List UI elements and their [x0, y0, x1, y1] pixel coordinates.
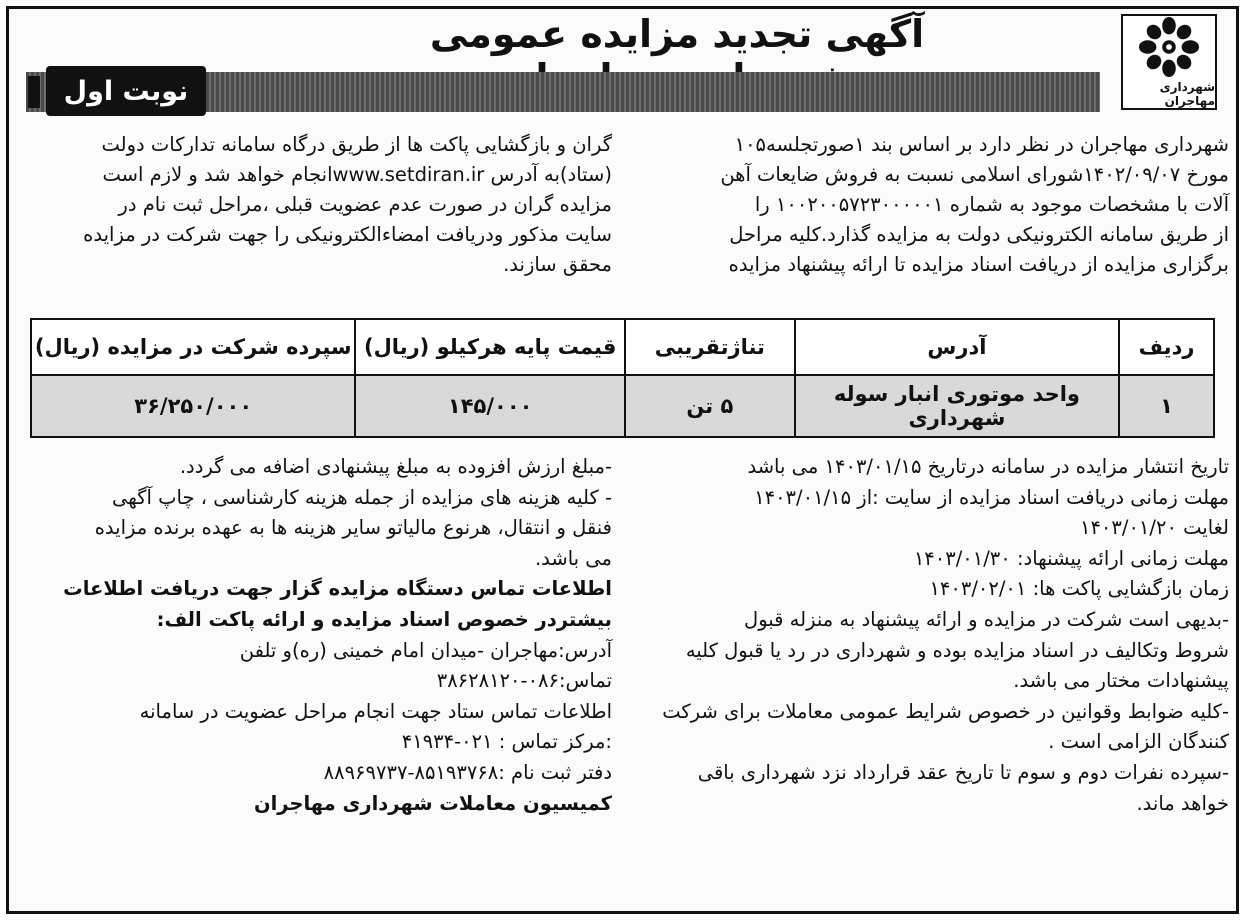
detail-line: -مبلغ ارزش افزوده به مبلغ پیشنهادی اضافه می گردد. — [179, 455, 612, 478]
intro-line: شهرداری مهاجران در نظر دارد بر اساس بند ۱صورتجلسه۱۰۵ — [734, 133, 1229, 156]
municipality-logo — [1121, 14, 1217, 110]
header-base-price: قیمت پایه هرکیلو (ریال) — [355, 319, 624, 375]
detail-line: آدرس:مهاجران -میدان امام خمینی (ره)و تلفن — [239, 638, 612, 662]
header-row-number: ردیف — [1119, 319, 1214, 375]
detail-line: فنقل و انتقال، هرنوع مالیاتو سایر هزینه ها به عهده برنده مزایده — [94, 516, 612, 540]
intro-line: مزایده گران در صورت عدم عضویت قبلی ،مراحل ثبت نام در — [118, 193, 612, 216]
intro-line: محقق سازند. — [503, 253, 612, 276]
detail-line: خواهد ماند. — [1136, 791, 1229, 815]
detail-line: لغایت ۱۴۰۳/۰۱/۲۰ — [1079, 516, 1229, 540]
cell-address: واحد موتوری انبار سوله شهرداری — [795, 375, 1119, 437]
cell-row-number: ۱ — [1119, 375, 1214, 437]
detail-line: می باشد. — [534, 546, 612, 570]
intro-line: از طریق سامانه الکترونیکی دولت به مزایده گذارد.کلیه مراحل — [729, 223, 1229, 246]
detail-line: شروط وتکالیف در اسناد مزایده بوده و شهرداری در رد یا قبول کلیه — [685, 638, 1229, 662]
detail-line: - کلیه هزینه های مزایده از جمله هزینه کارشناسی ، چاپ آگهی — [112, 485, 612, 509]
detail-line: مهلت زمانی دریافت اسناد مزایده از سایت :از ۱۴۰۳/۰۱/۱۵ — [754, 485, 1229, 509]
detail-line: -بدیهی است شرکت در مزایده و ارائه پیشنهاد به منزله قبول — [744, 607, 1229, 631]
cell-tonnage: ۵ تن — [625, 375, 795, 437]
header-address: آدرس — [795, 319, 1119, 375]
cell-deposit: ۳۶/۲۵۰/۰۰۰ — [31, 375, 355, 437]
detail-line: زمان بازگشایی پاکت ها: ۱۴۰۳/۰۲/۰۱ — [929, 577, 1229, 601]
detail-line: اطلاعات تماس دستگاه مزایده گزار جهت دریافت اطلاعات — [63, 577, 612, 601]
detail-line: دفتر ثبت نام :۸۵۱۹۳۷۶۸-۸۸۹۶۹۷۳۷ — [323, 760, 612, 784]
table-header-row — [31, 319, 1214, 375]
header-tonnage: تناژتقریبی — [625, 319, 795, 375]
intro-right-column — [647, 130, 1229, 280]
detail-line: تاریخ انتشار مزایده در سامانه درتاریخ ۱۴۰۳/۰۱/۱۵ می باشد — [747, 455, 1229, 478]
header-bar-end — [28, 76, 40, 108]
detail-line: -سپرده نفرات دوم و سوم تا تاریخ عقد قرارداد نزد شهرداری باقی — [697, 760, 1229, 784]
auction-table — [30, 318, 1215, 438]
detail-line: تماس:۰۸۶-۳۸۶۲۸۱۲۰ — [436, 669, 612, 693]
details-right-column — [647, 452, 1229, 819]
ad-title: آگهی تجدید مزایده عمومی — [429, 12, 925, 56]
logo-caption: شهرداری مهاجران — [1159, 80, 1215, 108]
detail-line: مهلت زمانی ارائه پیشنهاد: ۱۴۰۳/۰۱/۳۰ — [913, 546, 1229, 570]
header-deposit: سپرده شرکت در مزایده (ریال) — [31, 319, 355, 375]
round-badge: نوبت اول — [46, 66, 206, 116]
intro-line: مورخ ۱۴۰۲/۰۹/۰۷شورای اسلامی نسبت به فروش ضایعات آهن — [720, 163, 1229, 186]
detail-line: اطلاعات تماس ستاد جهت انجام مراحل عضویت در سامانه — [139, 699, 612, 723]
details-left-column — [38, 452, 612, 819]
intro-line: سایت مذکور ودریافت امضاءالکترونیکی را جهت شرکت در مزایده — [83, 223, 612, 246]
intro-line: (ستاد)به آدرس www.setdiran.irانجام خواهد شد و لازم است — [102, 163, 612, 186]
detail-line: -کلیه ضوابط وقوانین در خصوص شرایط عمومی معاملات برای شرکت — [662, 699, 1229, 723]
signature: کمیسیون معاملات شهرداری مهاجران — [253, 791, 612, 815]
intro-line: آلات با مشخصات موجود به شماره ۱۰۰۲۰۰۵۷۲۳۰۰۰۰۰۱ را — [754, 193, 1229, 216]
detail-line: بیشتردر خصوص اسناد مزایده و ارائه پاکت الف: — [156, 607, 612, 631]
intro-line: برگزاری مزایده از دریافت اسناد مزایده تا ارائه پیشنهاد مزایده — [728, 253, 1229, 276]
detail-line: :مرکز تماس : ۰۲۱-۴۱۹۳۴ — [401, 730, 612, 754]
detail-line: پیشنهادات مختار می باشد. — [1013, 669, 1229, 693]
intro-line: گران و بازگشایی پاکت ها از طریق درگاه سامانه تدارکات دولت — [101, 133, 612, 156]
intro-left-column — [38, 130, 612, 280]
logo-emblem-icon — [1138, 16, 1200, 78]
cell-base-price: ۱۴۵/۰۰۰ — [355, 375, 624, 437]
detail-line: کنندگان الزامی است . — [1048, 730, 1229, 754]
table-row — [31, 375, 1214, 437]
